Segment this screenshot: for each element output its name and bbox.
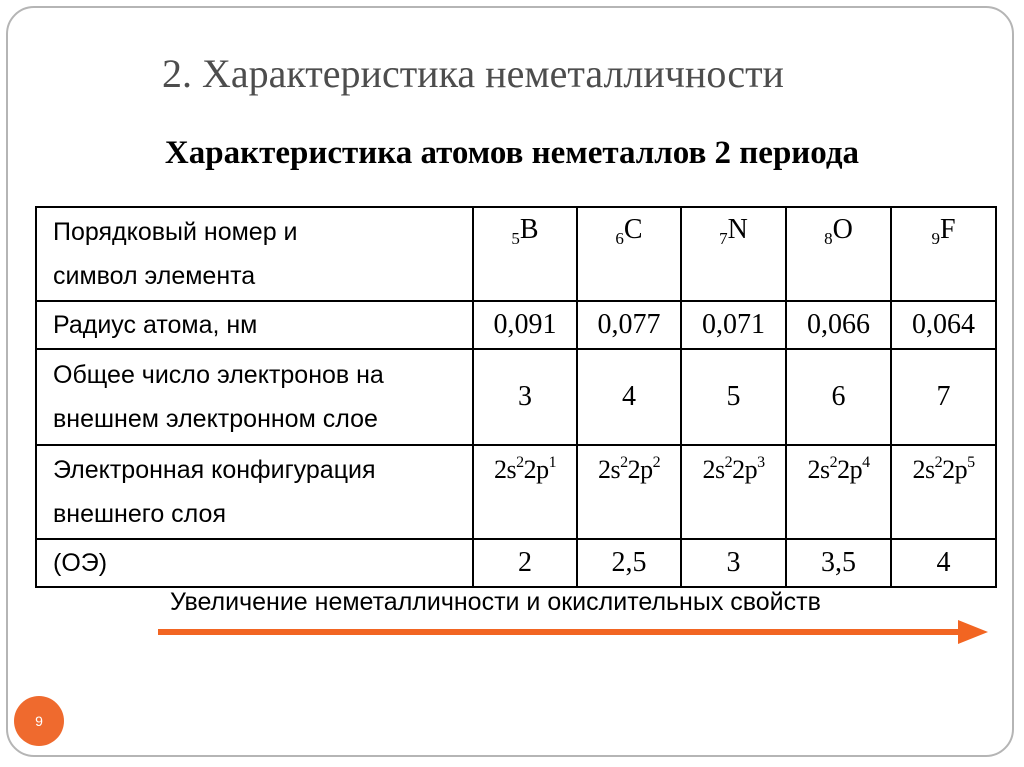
row-label-line: Электронная конфигурация xyxy=(53,456,376,484)
electronegativity-value: 4 xyxy=(891,539,996,587)
element-cell xyxy=(681,207,786,301)
radius-value: 0,091 xyxy=(473,301,577,349)
orbital-s: 2s xyxy=(597,455,621,484)
atomic-number: 6 xyxy=(615,229,624,248)
config-value xyxy=(681,445,786,539)
orbital-s: 2s xyxy=(912,455,935,484)
element-cell xyxy=(473,207,577,301)
orbital-s: 2s xyxy=(493,455,517,484)
elements-table xyxy=(35,206,997,588)
electrons-value: 5 xyxy=(681,349,786,445)
row-label-line: символ элемента xyxy=(53,262,256,290)
orbital-s: 2s xyxy=(807,455,830,484)
orbital-p-exp: 2 xyxy=(652,454,661,471)
orbital-p: 2p xyxy=(523,455,549,484)
orbital-s: 2s xyxy=(702,455,725,484)
element-symbol: C xyxy=(623,214,643,245)
row-label-radius: Радиус атома, нм xyxy=(36,301,473,349)
row-label-symbol xyxy=(36,207,473,301)
orbital-p: 2p xyxy=(837,455,863,484)
element-symbol: O xyxy=(832,214,853,245)
table-subtitle: Характеристика атомов неметаллов 2 периода xyxy=(164,135,860,171)
atomic-number: 7 xyxy=(719,229,728,248)
radius-value: 0,071 xyxy=(681,301,786,349)
config-value xyxy=(577,445,681,539)
config-value xyxy=(891,445,996,539)
radius-value: 0,066 xyxy=(786,301,891,349)
element-symbol: N xyxy=(727,214,748,245)
atomic-number: 5 xyxy=(511,229,520,248)
orbital-s-exp: 2 xyxy=(829,454,838,471)
row-label-line: внешнем электронном слое xyxy=(53,405,378,433)
row-label-line: внешнего слоя xyxy=(53,500,226,528)
electronegativity-value: 3 xyxy=(681,539,786,587)
orbital-p-exp: 5 xyxy=(967,454,975,471)
element-cell xyxy=(786,207,891,301)
table-row-config xyxy=(36,445,996,539)
table-row-radius xyxy=(36,301,996,349)
element-symbol: B xyxy=(519,214,539,245)
orbital-s-exp: 2 xyxy=(620,454,628,471)
trend-caption: Увеличение неметалличности и окислительных свойств xyxy=(170,588,821,616)
orbital-p: 2p xyxy=(942,455,968,484)
electrons-value: 3 xyxy=(473,349,577,445)
radius-value: 0,064 xyxy=(891,301,996,349)
element-symbol: F xyxy=(939,214,956,245)
electronegativity-value: 2,5 xyxy=(577,539,681,587)
orbital-p: 2p xyxy=(732,455,758,484)
row-label-line: Общее число электронов на xyxy=(53,361,384,389)
row-label-config xyxy=(36,445,473,539)
arrow-head xyxy=(958,620,988,644)
arrow-shaft xyxy=(158,629,964,635)
table-row-electronegativity xyxy=(36,539,996,587)
orbital-s-exp: 2 xyxy=(724,454,733,471)
atomic-number: 8 xyxy=(824,229,833,248)
element-cell xyxy=(577,207,681,301)
config-value xyxy=(473,445,577,539)
orbital-p: 2p xyxy=(627,455,653,484)
electrons-value: 7 xyxy=(891,349,996,445)
electronegativity-value: 3,5 xyxy=(786,539,891,587)
orbital-s-exp: 2 xyxy=(934,454,943,471)
element-cell xyxy=(891,207,996,301)
page-number-badge: 9 xyxy=(14,696,64,746)
orbital-p-exp: 1 xyxy=(548,454,557,471)
radius-value: 0,077 xyxy=(577,301,681,349)
table-row-electrons xyxy=(36,349,996,445)
config-value xyxy=(786,445,891,539)
orbital-p-exp: 3 xyxy=(757,454,765,471)
atomic-number: 9 xyxy=(931,229,940,248)
page-title: 2. Характеристика неметалличности xyxy=(162,51,784,96)
row-label-electronegativity: (ОЭ) xyxy=(36,539,473,587)
trend-arrow-icon xyxy=(158,619,988,645)
row-label-line: Порядковый номер и xyxy=(53,218,298,246)
orbital-p-exp: 4 xyxy=(862,454,870,471)
row-label-electrons xyxy=(36,349,473,445)
orbital-s-exp: 2 xyxy=(516,454,524,471)
electrons-value: 6 xyxy=(786,349,891,445)
table-row-symbol xyxy=(36,207,996,301)
electronegativity-value: 2 xyxy=(473,539,577,587)
electrons-value: 4 xyxy=(577,349,681,445)
